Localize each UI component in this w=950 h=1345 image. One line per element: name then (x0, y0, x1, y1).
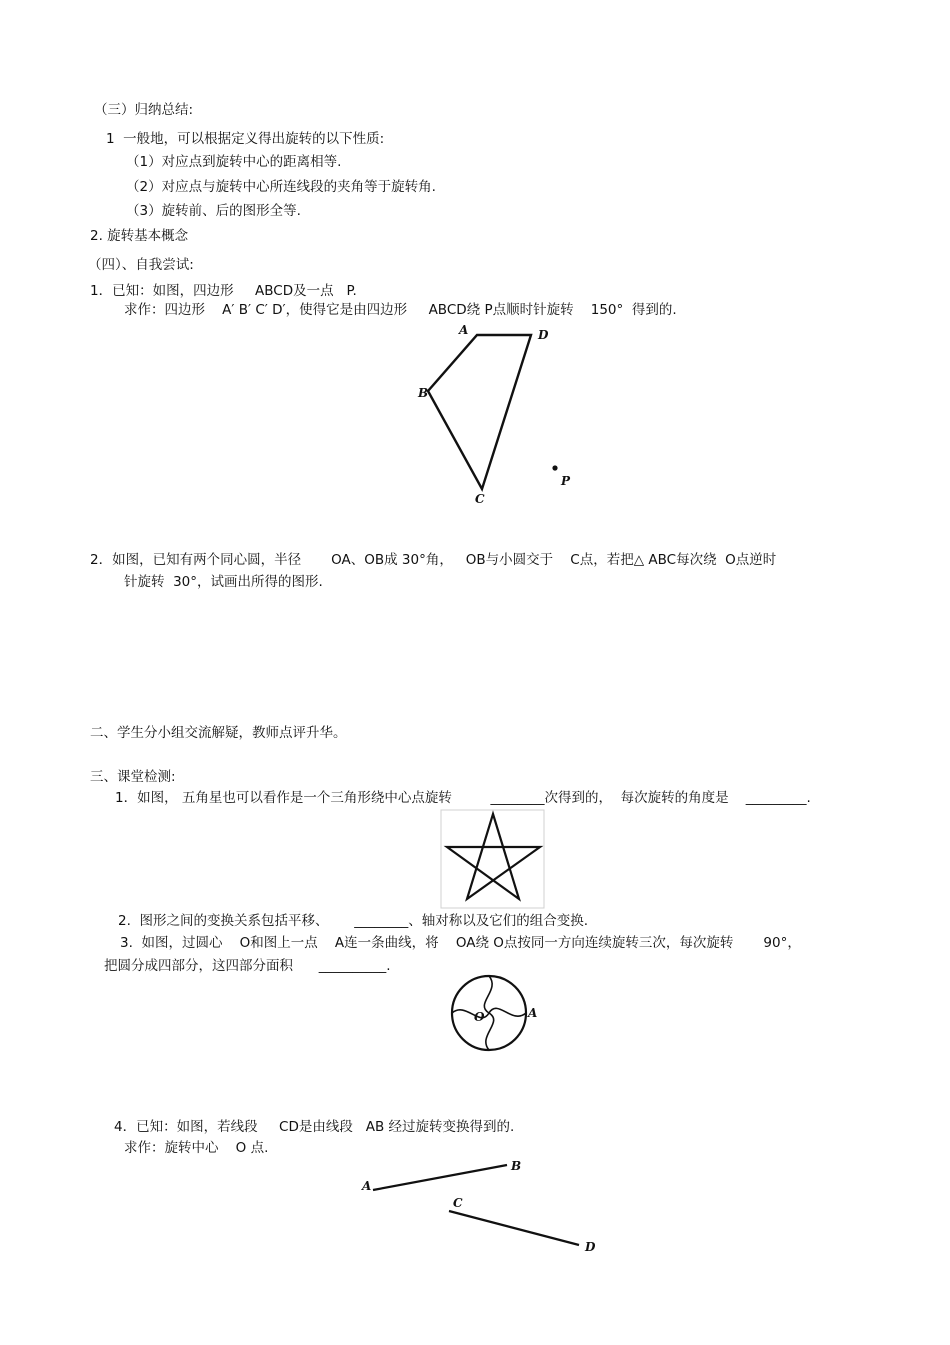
property-2: （2）对应点与旋转中心所连线段的夹角等于旋转角. (126, 179, 436, 195)
section4-title: （四）、自我尝试: (88, 257, 194, 273)
check-q3-line2: 把圆分成四部分，这四部分面积 __________. (104, 958, 391, 974)
check-q3-line1: 3. 如图，过圆心 O和图上一点 A连一条曲线，将 OA绕 O点按同一方向连续旋转三次，每次旋转 90°， (120, 935, 801, 951)
basic-concept: 2. 旋转基本概念 (90, 228, 189, 244)
point-p (552, 465, 557, 470)
check-q2: 2. 图形之间的变换关系包括平移、 ________、轴对称以及它们的组合变换. (118, 913, 589, 929)
label-seg-c: C (453, 1196, 463, 1210)
q2-line2: 针旋转 30°，试画出所得的图形. (124, 574, 323, 590)
curve-ob (484, 976, 492, 1013)
part3-title: 三、课堂检测: (90, 769, 176, 785)
label-seg-d: D (585, 1240, 596, 1254)
curve-od (486, 1013, 494, 1050)
star-frame (441, 810, 544, 908)
outer-circle (452, 976, 526, 1050)
segment-ab (373, 1165, 507, 1190)
label-p: P (561, 474, 571, 488)
property-intro: 1 一般地，可以根据定义得出旋转的以下性质: (106, 131, 385, 147)
check-q4-line1: 4．已知：如图，若线段 CD是由线段 AB 经过旋转变换得到的. (114, 1119, 515, 1135)
q2-line1: 2．如图，已知有两个同心圆，半径 OA、OB成 30°角， OB与小圆交于 C点，若把△ ABC每次绕 O点逆时 (90, 552, 777, 568)
property-1: （1）对应点到旋转中心的距离相等. (126, 154, 342, 170)
label-seg-a: A (362, 1179, 372, 1193)
q1-given: 1．已知：如图，四边形 ABCD及一点 P. (90, 283, 357, 299)
quadrilateral-abcd (428, 335, 531, 489)
label-o: O (474, 1010, 485, 1024)
section3-title: （三）归纳总结: (94, 102, 194, 118)
five-pointed-star (447, 814, 540, 899)
label-d: D (538, 328, 549, 342)
label-c: C (475, 492, 485, 506)
curve-oa (489, 1008, 526, 1016)
check-q1: 1．如图， 五角星也可以看作是一个三角形绕中心点旋转 ________次得到的， 每次旋转的角度是 _________. (115, 790, 811, 806)
segment-cd (449, 1211, 579, 1245)
q1-task: 求作：四边形 A′ B′ C′ D′，使得它是由四边形 ABCD绕 P点顺时针旋转 150° 得到的. (124, 302, 677, 318)
label-a-circle: A (528, 1006, 538, 1020)
check-q4-line2: 求作：旋转中心 O 点. (124, 1140, 269, 1156)
label-seg-b: B (511, 1159, 522, 1173)
part2-text: 二、学生分小组交流解疑，教师点评升华。 (90, 725, 347, 741)
label-a: A (459, 323, 469, 337)
label-b: B (418, 386, 429, 400)
property-3: （3）旋转前、后的图形全等. (126, 203, 301, 219)
